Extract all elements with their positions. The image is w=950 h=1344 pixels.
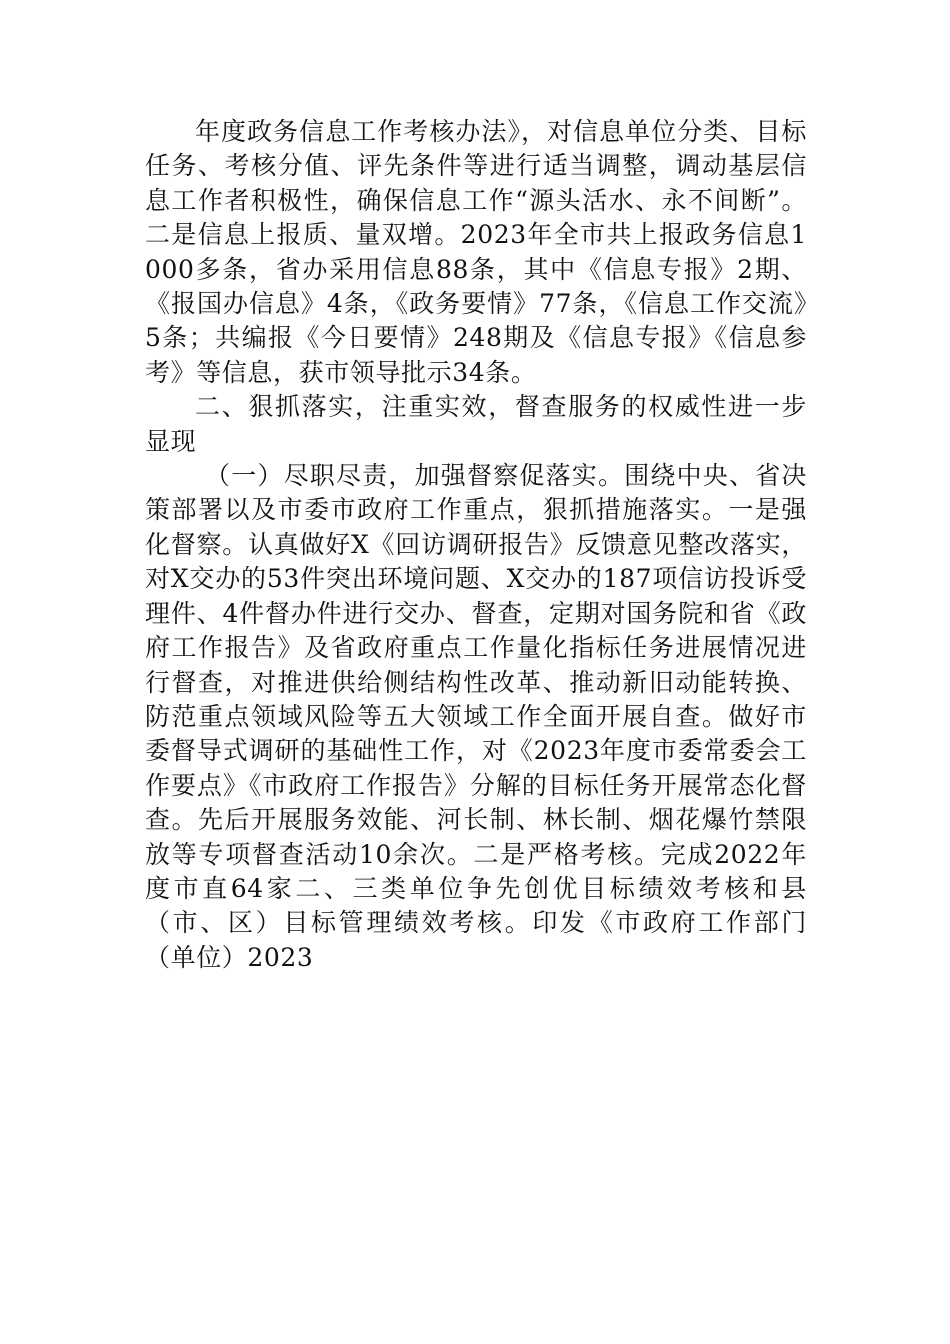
- section-heading-supervision: 二、狠抓落实，注重实效，督查服务的权威性进一步显现: [145, 392, 807, 456]
- document-body: [145, 115, 807, 975]
- paragraph-supervision-details: （一）尽职尽责，加强督察促落实。围绕中央、省决策部署以及市委市政府工作重点，狠抓措施落实。一是强化督察。认真做好X《回访调研报告》反馈意见整改落实，对X交办的53件突出环境问题、X交办的187项信访投诉受理件、4件督办件进行交办、督查，定期对国务院和省《政府工作报告》及省政府重点工作量化指标任务进展情况进行督查，对推进供给侧结构性改革、推动新旧动能转换、防范重点领域风险等五大领域工作全面开展自查。做好市委督导式调研的基础性工作，对《2023年度市委常委会工作要点》《市政府工作报告》分解的目标任务开展常态化督查。先后开展服务效能、河长制、林长制、烟花爆竹禁限放等专项督查活动10余次。二是严格考核。完成2022年度市直64家二、三类单位争先创优目标绩效考核和县（市、区）目标管理绩效考核。印发《市政府工作部门（单位）2023: [145, 461, 807, 972]
- paragraph-info-work: 年度政务信息工作考核办法》，对信息单位分类、目标任务、考核分值、评先条件等进行适当调整，调动基层信息工作者积极性，确保信息工作“源头活水、永不间断”。二是信息上报质、量双增。2023年全市共上报政务信息1000多条，省办采用信息88条，其中《信息专报》2期、《报国办信息》4条，《政务要情》77条，《信息工作交流》5条；共编报《今日要情》248期及《信息专报》《信息参考》等信息，获市领导批示34条。: [145, 117, 807, 387]
